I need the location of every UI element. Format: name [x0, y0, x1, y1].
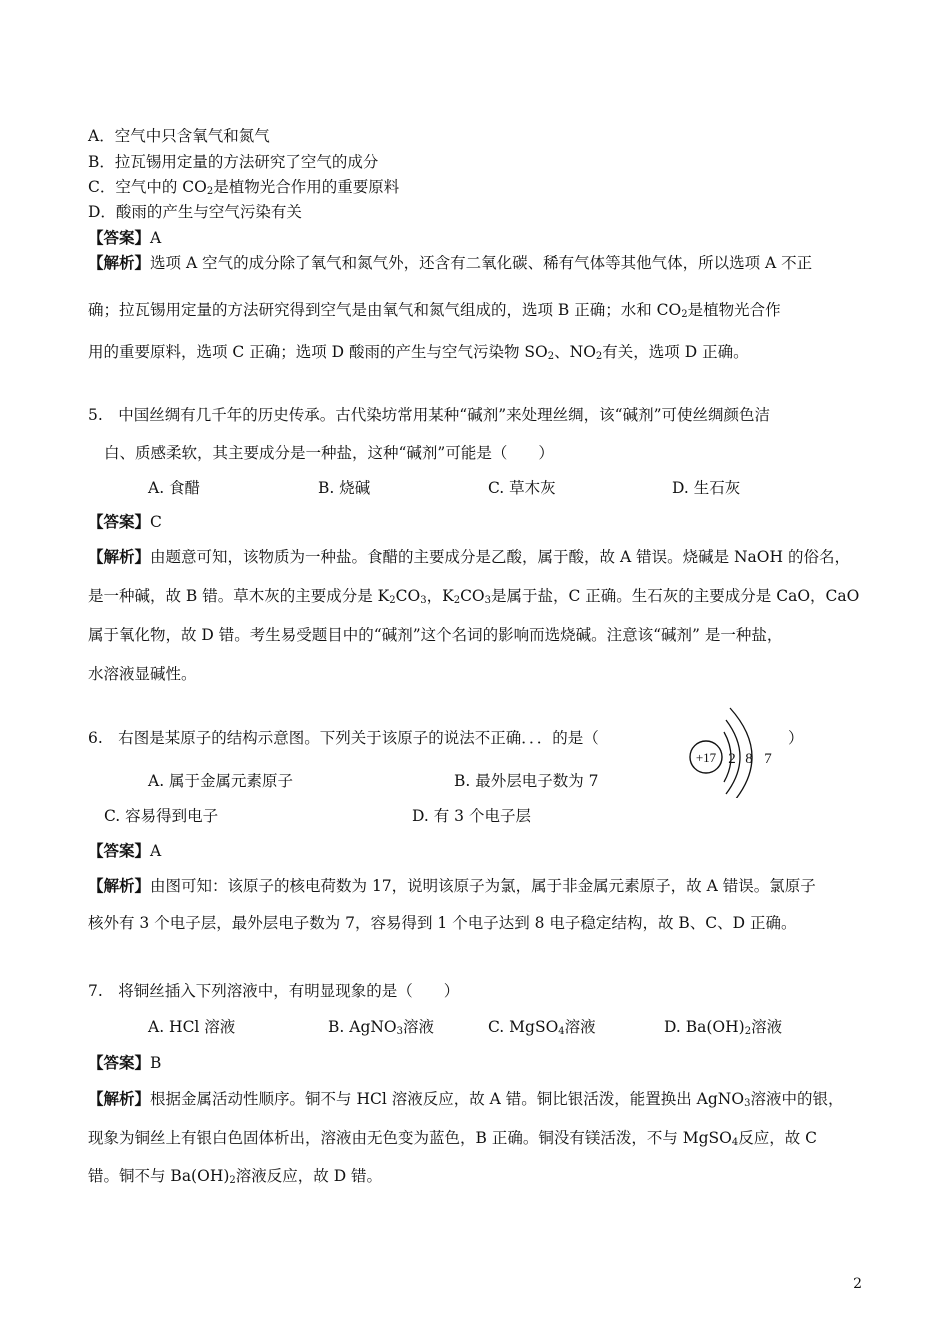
q4-option-c	[88, 177, 399, 202]
q6-option-a: A. 属于金属元素原子	[148, 772, 294, 790]
subscript: 2	[744, 1026, 752, 1037]
text: 有关，选项 D 正确。	[602, 343, 749, 361]
subscript: 2	[206, 186, 214, 197]
subscript: 3	[744, 1098, 751, 1109]
subscript: 3	[484, 595, 492, 606]
text: B. AgNO	[328, 1018, 397, 1036]
q5-analysis-line-3: 属于氧化物，故 D 错。考生易受题目中的“碱剂”这个名词的影响而选烧碱。注意该“碱剂” 是一种盐，	[88, 626, 783, 644]
q5-option-b: B. 烧碱	[318, 479, 371, 497]
analysis-label: 【解析】	[88, 253, 151, 272]
q4-option-b: B．拉瓦锡用定量的方法研究了空气的成分	[88, 153, 379, 171]
text: 溶液反应，故 D 错。	[235, 1167, 383, 1185]
subscript: 3	[396, 1026, 404, 1037]
text: 选项 A 空气的成分除了氧气和氮气外，还含有二氧化碳、稀有气体等其他气体，所以选项 A 不正	[150, 254, 813, 272]
text: 错。铜不与 Ba(OH)	[88, 1167, 230, 1185]
text: 由题意可知，该物质为一种盐。食醋的主要成分是乙酸，属于酸，故 A 错误。烧碱是 NaOH 的俗名，	[150, 548, 850, 566]
answer-label: 【答案】	[88, 228, 151, 247]
q5-option-c: C. 草木灰	[488, 479, 556, 497]
text: 现象为铜丝上有银白色固体析出，溶液由无色变为蓝色，B 正确。铜没有镁活泼，不与 MgSO	[88, 1129, 732, 1147]
subscript: 2	[389, 595, 396, 606]
text: CO	[460, 587, 485, 605]
page-number: 2	[853, 1276, 862, 1292]
shell-2-electrons: 8	[745, 751, 753, 767]
text: 是属于盐，C 正确。生石灰的主要成分是 CaO，CaO	[491, 587, 860, 605]
text: D. Ba(OH)	[664, 1018, 745, 1036]
answer-value: B	[150, 1054, 162, 1072]
q6-analysis-line-1	[88, 876, 816, 896]
text: 根据金属活动性顺序。铜不与 HCl 溶液反应，故 A 错。铜比银活泼，能置换出 AgNO	[150, 1090, 745, 1108]
subscript: 3	[420, 595, 427, 606]
q4-analysis-line-3	[88, 342, 749, 367]
q5-answer	[88, 512, 162, 532]
subscript: 4	[731, 1137, 739, 1148]
q6-answer	[88, 841, 161, 861]
q6-stem: 6. 右图是某原子的结构示意图。下列关于该原子的说法不正确．．．的是（	[88, 729, 599, 747]
q7-option-a: A. HCl 溶液	[148, 1018, 236, 1036]
text: 是植物光合作用的重要原料	[213, 178, 400, 196]
text: 由图可知：该原子的核电荷数为 17，说明该原子为氯，属于非金属元素原子，故 A 错误。氯原子	[150, 877, 816, 895]
subscript: 4	[558, 1026, 565, 1037]
q7-option-c	[488, 1017, 596, 1042]
q5-analysis-line-4: 水溶液显碱性。	[88, 665, 197, 683]
q7-stem: 7. 将铜丝插入下列溶液中，有明显现象的是（ ）	[88, 982, 460, 1000]
q6-option-b: B. 最外层电子数为 7	[454, 772, 599, 790]
text: 是一种碱，故 B 错。草木灰的主要成分是 K	[88, 587, 390, 605]
answer-label: 【答案】	[88, 841, 151, 860]
analysis-label: 【解析】	[88, 1089, 151, 1108]
text: ，K	[426, 587, 454, 605]
q5-stem-line-2: 白、质感柔软，其主要成分是一种盐，这种“碱剂”可能是（ ）	[104, 444, 554, 462]
answer-value: A	[150, 229, 162, 247]
q7-answer	[88, 1053, 161, 1073]
q5-analysis-line-1	[88, 547, 850, 567]
q7-analysis-line-1	[88, 1089, 843, 1114]
text: 溶液	[403, 1018, 435, 1036]
analysis-label: 【解析】	[88, 876, 151, 895]
text: 溶液中的银，	[750, 1090, 844, 1108]
text: 溶液	[751, 1018, 783, 1036]
subscript: 2	[595, 351, 603, 362]
q5-analysis-line-2	[88, 586, 859, 611]
subscript: 2	[547, 351, 555, 362]
text: 确；拉瓦锡用定量的方法研究得到空气是由氧气和氮气组成的，选项 B 正确；水和 CO	[88, 301, 682, 319]
text: 、NO	[554, 343, 596, 361]
atom-structure-diagram	[684, 702, 794, 798]
q6-option-d: D. 有 3 个电子层	[412, 807, 531, 825]
text: 用的重要原料，选项 C 正确；选项 D 酸雨的产生与空气污染物 SO	[88, 343, 548, 361]
q5-stem-line-1: 5. 中国丝绸有几千年的历史传承。古代染坊常用某种“碱剂”来处理丝绸，该“碱剂”可使丝绸颜色洁	[88, 406, 770, 424]
q4-answer	[88, 228, 161, 248]
answer-label: 【答案】	[88, 1053, 151, 1072]
q4-analysis-line-1	[88, 253, 812, 273]
text: 溶液	[564, 1018, 596, 1036]
text: 是植物光合作	[687, 301, 781, 319]
q7-analysis-line-2	[88, 1128, 817, 1153]
q6-analysis-line-2: 核外有 3 个电子层，最外层电子数为 7，容易得到 1 个电子达到 8 电子稳定结构，故 B、C、D 正确。	[88, 914, 797, 932]
q6-option-c: C. 容易得到电子	[104, 807, 219, 825]
q4-option-a: A．空气中只含氧气和氮气	[88, 127, 270, 145]
text: CO	[395, 587, 421, 605]
q4-analysis-line-2	[88, 300, 781, 325]
answer-value: A	[150, 842, 162, 860]
subscript: 2	[681, 309, 688, 320]
answer-label: 【答案】	[88, 512, 151, 531]
text: C．空气中的 CO	[88, 178, 207, 196]
text: 反应，故 C	[738, 1129, 818, 1147]
q6-stem-close: ）	[788, 729, 804, 747]
q7-option-b	[328, 1017, 434, 1042]
q4-option-d: D．酸雨的产生与空气污染有关	[88, 203, 302, 221]
q5-option-a: A. 食醋	[148, 479, 201, 497]
analysis-label: 【解析】	[88, 547, 151, 566]
answer-value: C	[150, 513, 162, 531]
shell-1-electrons: 2	[728, 751, 736, 767]
text: C. MgSO	[488, 1018, 559, 1036]
q7-option-d	[664, 1017, 782, 1042]
nucleus-charge: +17	[695, 750, 717, 765]
q7-analysis-line-3	[88, 1166, 382, 1191]
q5-option-d: D. 生石灰	[672, 479, 741, 497]
subscript: 2	[229, 1175, 236, 1186]
subscript: 2	[453, 595, 461, 606]
shell-3-electrons: 7	[764, 751, 772, 767]
